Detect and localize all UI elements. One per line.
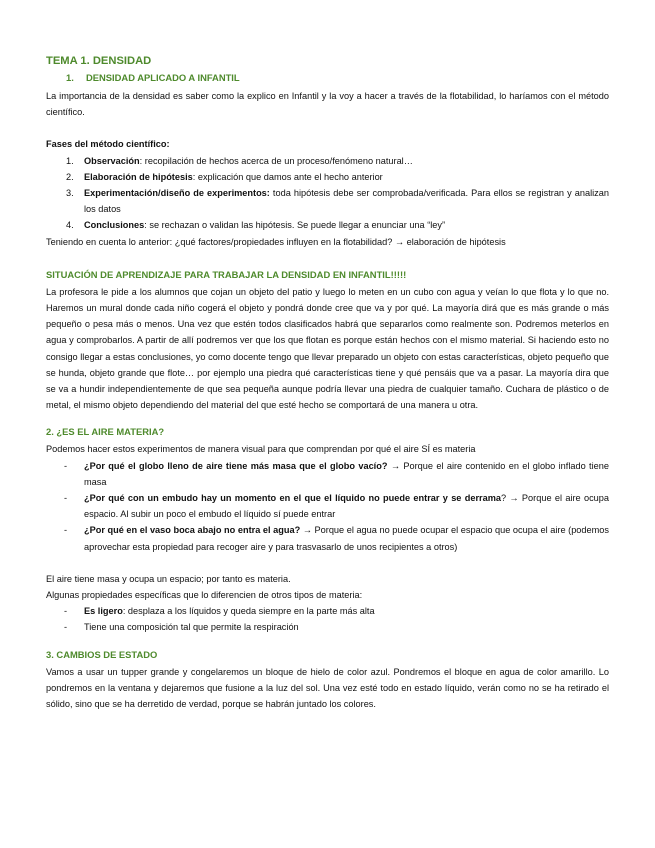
situation-body: La profesora le pide a los alumnos que cojan un objeto del patio y luego lo meten en un cubo con agua y veían lo que flota y lo que no. Haremos un mural donde cada niño cogerá el objeto y pondrá donde cree que va y por qué. La mayoría dirá que es más grande o más pequeño o pesa más o menos. Una vez que estén todos clasificados habrá que separarlos como realmente son. Podremos meterlos en agua y comprobarlos. A partir de allí podremos ver que los que flotan es porque están hechos con el mismo material. Si haciendo esto no consigo llegar a estas conclusiones, yo como docente tengo que llevar preparado un objeto con estas características, objeto pequeño que se hunda, objeto grande que flote… por ejemplo una piedra qué características tiene y qué pensáis que va a pasar. La mayoría dira que se va a hundir independientemente de que sea pequeña aunque podría llevar una piedra de cualquier tamaño. Cuchara de plástico o de metal, el mismo objeto dependiendo del material del que esté hecho se comportará de una manera u otra. (46, 286, 609, 411)
spacer (46, 250, 609, 266)
dash-bullet: - (64, 525, 68, 536)
section3-body: Vamos a usar un tupper grande y congelaremos un bloque de hielo de color azul. Pondremos el bloque en agua de color amarillo. Lo pondremos en la ventana y dejaremos que fusione a la luz del sol. Una vez esté todo en estado líquido, verán como no se ha retirado el sólido, sino que se ha derretido de verdad, porque se habrán juntado los colores. (46, 666, 609, 710)
dash-bullet: - (64, 606, 68, 617)
phases-label (46, 136, 609, 152)
step-text: : explicación que damos ante el hecho anterior (192, 171, 383, 182)
property-term: Es ligero (84, 606, 123, 617)
step-number: 3. (66, 188, 74, 199)
air-properties-list (46, 603, 609, 635)
method-steps-list (46, 153, 609, 234)
section1-heading-text: DENSIDAD APLICADO A INFANTIL (86, 72, 240, 83)
section2-intro: Podemos hacer estos experimentos de manera visual para que comprendan por qué el aire SÍ es materia (46, 444, 476, 455)
air-property-item (46, 603, 609, 619)
document-title: TEMA 1. DENSIDAD (46, 55, 152, 67)
air-props-line: Algunas propiedades específicas que lo diferencien de otros tipos de materia: (46, 590, 363, 601)
question-text: ¿Por qué en el vaso boca abajo no entra el agua? (84, 525, 301, 536)
spacer (46, 120, 609, 136)
step-term: Observación (84, 155, 140, 166)
air-question-item (46, 522, 609, 554)
section1-heading (46, 70, 609, 86)
spacer (46, 636, 609, 646)
dash-bullet: - (64, 622, 68, 633)
method-step (46, 185, 609, 217)
property-text: Tiene una composición tal que permite la respiración (84, 622, 299, 633)
section1-number: 1. (66, 72, 74, 83)
answer-text: ? → Porque el aire ocupa espacio. Al subir un poco el embudo el líquido sí puede entrar (84, 493, 609, 520)
phases-label-text: Fases del método científico: (46, 139, 170, 150)
section3-heading: 3. CAMBIOS DE ESTADO (46, 648, 158, 660)
step-text: toda hipótesis debe ser comprobada/verificada. Para ellos se registran y analizan los datos (84, 188, 609, 215)
step-term: Conclusiones (84, 220, 145, 231)
section1-intro: La importancia de la densidad es saber como la explico en Infantil y la voy a hacer a través de la flotabilidad, lo haríamos con el método científico. (46, 91, 609, 118)
method-step (46, 169, 609, 185)
question-text: ¿Por qué con un embudo hay un momento en el que el líquido no puede entrar y se derrama (84, 493, 501, 504)
step-term: Experimentación/diseño de experimentos: (84, 188, 270, 199)
dash-bullet: - (64, 460, 68, 471)
answer-text: → Porque el agua no puede ocupar el espacio que ocupa el aire (podemos aprovechar esta propiedad para recoger aire y para trasvasarlo de unos recipientes a otros) (84, 525, 609, 552)
question-text: ¿Por qué el globo lleno de aire tiene más masa que el globo vacío? (84, 460, 388, 471)
step-number: 4. (66, 220, 74, 231)
property-text: : desplaza a los líquidos y queda siempre en la parte más alta (122, 606, 375, 617)
air-question-item (46, 490, 609, 522)
section2-heading: 2. ¿ES EL AIRE MATERIA? (46, 426, 165, 438)
answer-text: → Porque el aire contenido en el globo inflado tiene masa (84, 460, 609, 487)
step-text: : recopilación de hechos acerca de un proceso/fenómeno natural… (139, 155, 413, 166)
step-text: : se rechazan o validan las hipótesis. Se puede llegar a enunciar una “ley” (144, 220, 446, 231)
step-number: 2. (66, 171, 74, 182)
method-step (46, 217, 609, 233)
air-questions-list (46, 458, 609, 555)
step-term: Elaboración de hipótesis (84, 171, 193, 182)
air-question-item (46, 458, 609, 490)
step-number: 1. (66, 155, 74, 166)
spacer (46, 555, 609, 571)
air-property-item (46, 619, 609, 635)
air-mass-line: El aire tiene masa y ocupa un espacio; por tanto es materia. (46, 573, 291, 584)
method-step (46, 153, 609, 169)
section1-closing: Teniendo en cuenta lo anterior: ¿qué factores/propiedades influyen en la flotabilidad? → elaboración de hipótesis (46, 236, 506, 247)
situation-heading: SITUACIÓN DE APRENDIZAJE PARA TRABAJAR LA DENSIDAD EN INFANTIL!!!!! (46, 268, 407, 280)
dash-bullet: - (64, 493, 68, 504)
spacer (46, 413, 609, 423)
